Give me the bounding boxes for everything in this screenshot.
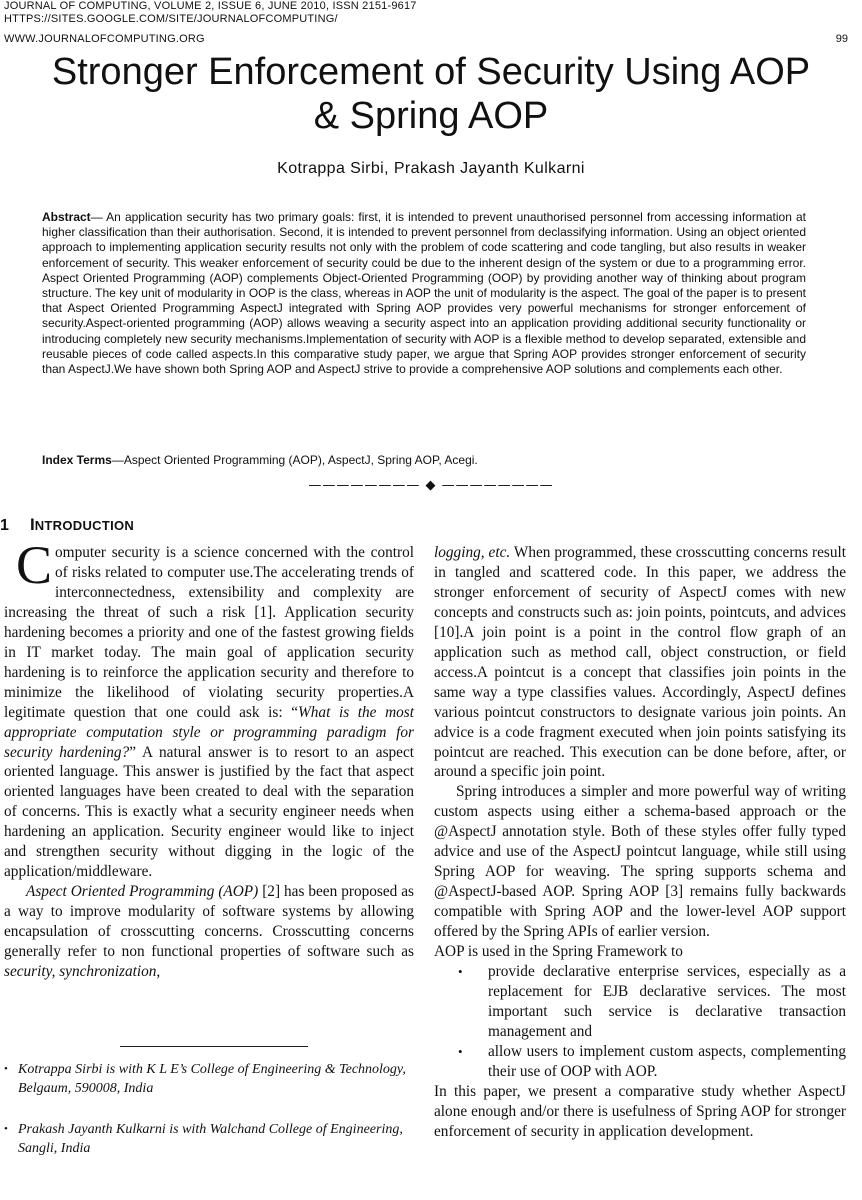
- abstract-text: An application security has two primary goals: first, it is intended to prevent unauthorised personnel from accessing information at higher classification than their authorisation. Second, it is intended to prevent personnel from declassifying information. Using an object oriented approach to implementing application security results not only with the problem of code scattering and code tangling, but also results in weaker enforcement of security. This weaker enforcement of security could be due to the inherent design of the system or due to a programming error. Aspect Oriented Programming (AOP) complements Object-Oriented Programming (OOP) by providing another way of thinking about program structure. The key unit of modularity in OOP is the class, whereas in AOP the unit of modularity is the aspect. The goal of the paper is to present that Aspect Oriented Programming AspectJ integrated with Spring AOP provides very powerful mechanisms for stronger enforcement of security.Aspect-oriented programming (AOP) allows weaving a security aspect into an application providing additional security functionality or introducing completely new security mechanisms.Implementation of security with AOP is a flexible method to develop separated, extensible and reusable pieces of code called aspects.In this comparative study paper, we argue that Spring AOP provides stronger enforcement of security than AspectJ.We have shown both Spring AOP and AspectJ strive to provide a comprehensive AOP solutions and complements each other.: [42, 210, 806, 377]
- index-terms: [42, 452, 806, 468]
- bullet-icon: •: [458, 1043, 463, 1059]
- right-column: [434, 543, 846, 1142]
- right-paragraph-1: [434, 543, 846, 782]
- index-terms-label: Index Terms: [42, 453, 112, 467]
- intro-paragraph-2: [4, 882, 414, 982]
- list-item: [434, 962, 846, 1042]
- drop-cap: C: [16, 535, 53, 595]
- right-paragraph-2: Spring introduces a simpler and more powerful way of writing custom aspects using either a schema-based approach or the @AspectJ annotation style. Both of these styles offer fully typed advice and use of the AspectJ pointcut language, while still using Spring AOP for weaving. The spring supports schema and @AspectJ-based AOP. Spring AOP [3] remains fully backwards compatible with Spring AOP and the lower-level AOP support offered by the Spring APIs of earlier version.: [434, 783, 846, 941]
- intro-text-b: ” A natural answer is to resort to an aspect oriented language. This answer is justified by the fact that aspect oriented languages have been created to deal with the separation of concerns. This is exactly what a security engineer needs when hardening an application. Security engineer would like to inject and strengthen security without digging in the logic of the application/middleware.: [4, 743, 415, 881]
- paper-title-line2: & Spring AOP: [313, 95, 549, 137]
- abstract: [42, 210, 806, 377]
- section-title-initial: I: [30, 515, 35, 534]
- intro-text-c: [2] has been proposed as a way to improve modularity of software systems by allowing encapsulation of crosscutting concerns. Crosscutting concerns generally refer to non functional properties of software such as: [4, 883, 414, 961]
- abstract-label: Abstract: [42, 210, 91, 224]
- bullet-icon: •: [458, 964, 463, 980]
- paper-title-line1: Stronger Enforcement of Security Using AOP: [51, 51, 811, 93]
- list-item-text: allow users to implement custom aspects, complementing their use of OOP with AOP.: [488, 1042, 846, 1080]
- footnote-bullet-icon: •: [4, 1063, 8, 1075]
- right-paragraph-4: In this paper, we present a comparative study whether AspectJ alone enough and/or there is usefulness of Spring AOP for stronger enforcement of security in application development.: [434, 1082, 846, 1140]
- intro-paragraph-1: [4, 535, 415, 882]
- aop-term: Aspect Oriented Programming (AOP): [26, 883, 259, 901]
- section-number: 1: [0, 517, 9, 534]
- right-paragraph-3: AOP is used in the Spring Framework to: [434, 943, 683, 961]
- intro-text-a: omputer security is a science concerned with the control of risks related to computer use.The accelerating trends of interconnectedness, extensibility and complexity are increasing the threat of such a risk [1]. Application security hardening becomes a priority and one of the fastest growing fields in IT market today. The main goal of application security hardening is to reinforce the application security and therefore to minimize the likelihood of violating security properties.A legitimate question that one could ask is: “: [4, 544, 414, 721]
- footnote-2: [4, 1120, 424, 1158]
- authors: Kotrappa Sirbi, Prakash Jayanth Kulkarni: [277, 160, 585, 177]
- footnote-1: [4, 1060, 424, 1098]
- right-text-1: When programmed, these crosscutting concerns result in tangled and scattered code. In this paper, we address the stronger enforcement of security of AspectJ comes with new concepts and constructs such as: join points, pointcuts, and advices [10].A join point is a point in the control flow graph of an application such as method call, object construction, or field access.A pointcut is a concept that classifies join points in the same way a type classifies values. Accordingly, AspectJ defines various pointcut constructors to designate various join points. An advice is a code fragment executed when join points satisfying its pointcut are reached. This execution can be done before, after, or around a specific join point.: [434, 544, 847, 781]
- abstract-dash: —: [90, 210, 103, 224]
- intro-question: What is the most appropriate computation style or programming paradigm for security hardening?: [4, 703, 414, 761]
- list-item-text: provide declarative enterprise services, especially as a replacement for EJB declarative services. The most important such service is declarative transaction management and: [488, 963, 846, 1040]
- section-divider: ———————— ◆ ————————: [308, 478, 554, 493]
- concerns-list-end: logging, etc.: [434, 544, 511, 561]
- bullet-list: [434, 962, 846, 1082]
- footnote-1-text: Kotrappa Sirbi is with K L E’s College of Engineering & Technology, Belgaum, 590008, India: [18, 1062, 406, 1096]
- journal-url: HTTPS://SITES.GOOGLE.COM/SITE/JOURNALOFCOMPUTING/: [4, 13, 338, 25]
- page-number: 99: [835, 33, 848, 45]
- list-item: [434, 1042, 846, 1082]
- journal-header: JOURNAL OF COMPUTING, VOLUME 2, ISSUE 6, JUNE 2010, ISSN 2151-9617: [4, 0, 417, 12]
- footnote-rule: [120, 1046, 308, 1047]
- left-column: [4, 535, 415, 982]
- journal-website: WWW.JOURNALOFCOMPUTING.ORG: [4, 33, 205, 45]
- paper-title: [0, 50, 862, 138]
- footnote-bullet-icon: •: [4, 1123, 8, 1135]
- footnote-2-text: Prakash Jayanth Kulkarni is with Walchand College of Engineering, Sangli, India: [18, 1122, 403, 1156]
- section-title-rest: NTRODUCTION: [34, 518, 135, 533]
- section-heading: [0, 515, 134, 535]
- concerns-list: security, synchronization,: [4, 963, 161, 981]
- index-terms-text: —Aspect Oriented Programming (AOP), AspectJ, Spring AOP, Acegi.: [111, 453, 478, 467]
